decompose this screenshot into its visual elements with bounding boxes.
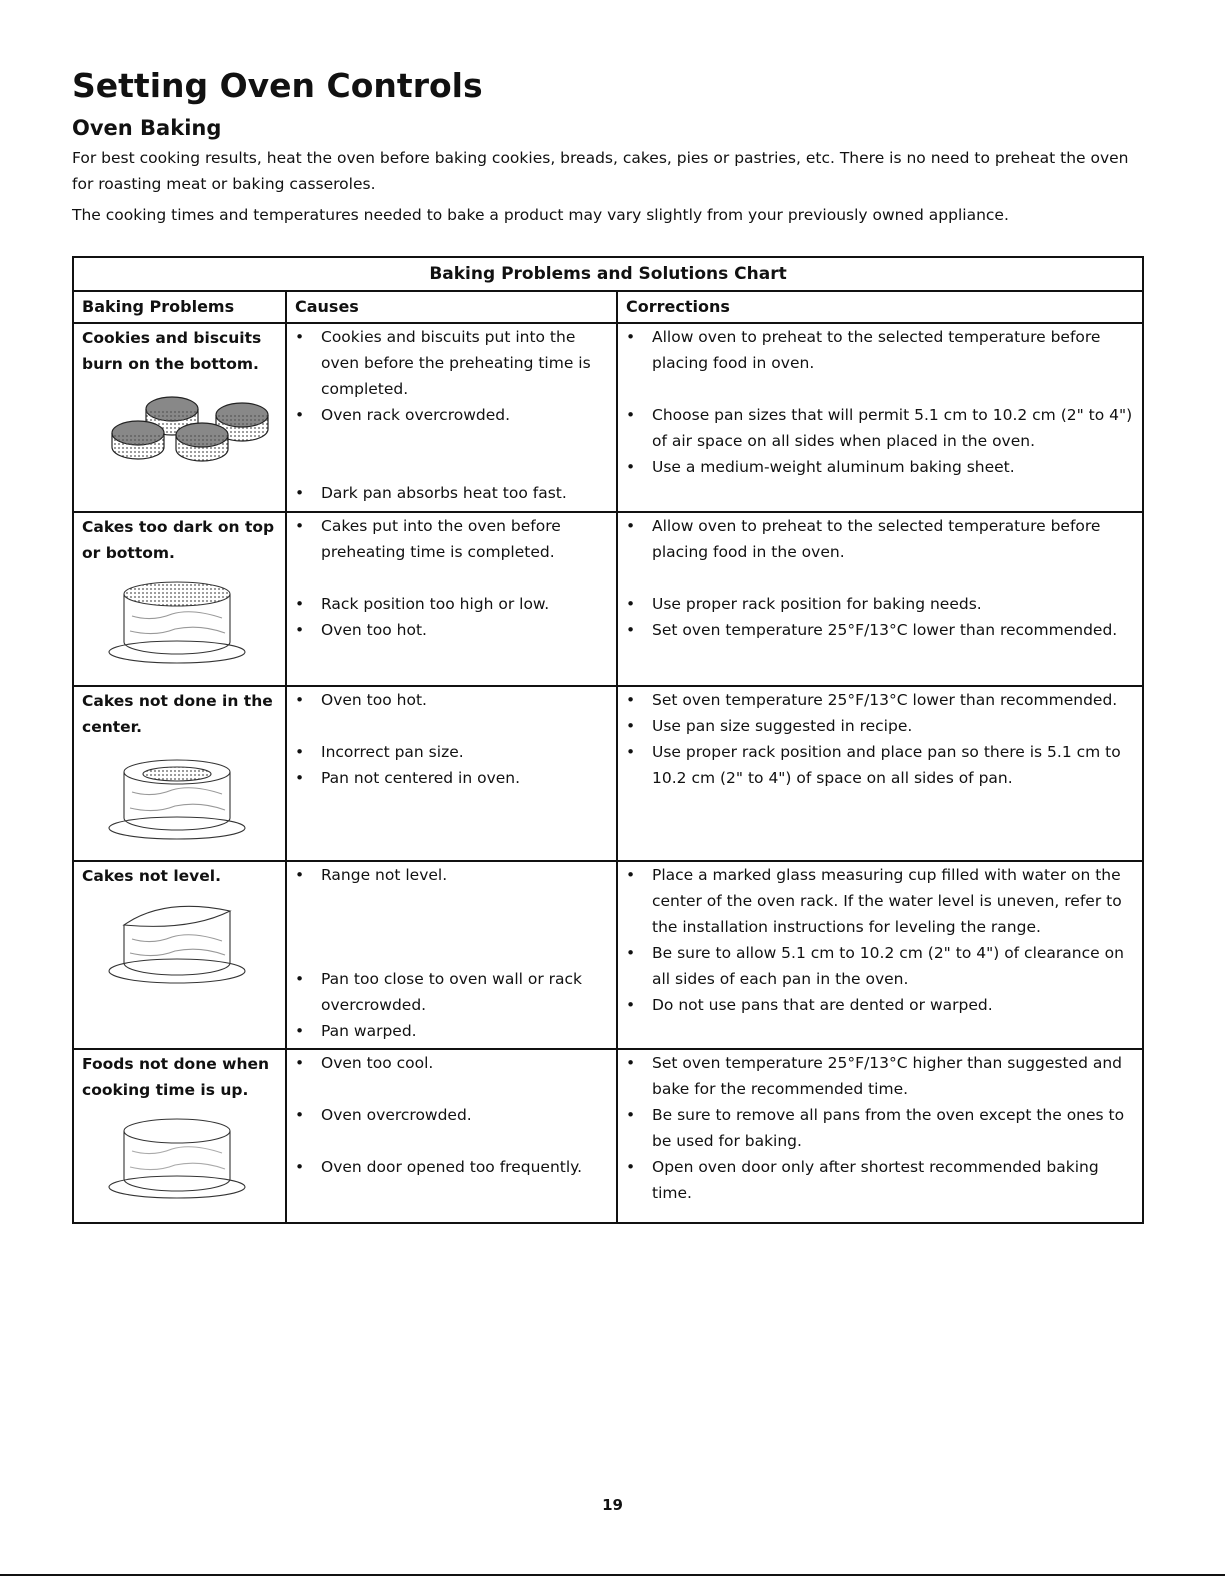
causes-cell [286, 861, 617, 1049]
correction-item: • Use proper rack position for baking needs. [626, 591, 1134, 617]
corrections-cell [617, 686, 1143, 861]
cause-item: • Cakes put into the oven before preheating time is completed. [295, 513, 608, 565]
causes-cell [286, 512, 617, 686]
correction-item: • Open oven door only after shortest recommended baking time. [626, 1154, 1134, 1206]
corrections-cell [617, 323, 1143, 512]
correction-item: • Be sure to remove all pans from the oven except the ones to be used for baking. [626, 1102, 1134, 1154]
cause-item: • Oven too hot. [295, 617, 608, 643]
cake-pale-icon [102, 1113, 277, 1205]
cause-item: • Incorrect pan size. [295, 739, 608, 765]
cake-dark-top-icon [102, 576, 277, 670]
bottom-divider [0, 1574, 1225, 1576]
cause-item: • Oven too cool. [295, 1050, 608, 1076]
chart-title: Baking Problems and Solutions Chart [73, 257, 1143, 291]
cause-item: • Rack position too high or low. [295, 591, 608, 617]
cake-uneven-icon [102, 899, 277, 993]
cause-item: • Pan not centered in oven. [295, 765, 608, 791]
cookies-icon [102, 387, 277, 481]
problem-cell [73, 1049, 286, 1223]
problem-label: Cookies and biscuits burn on the bottom. [82, 329, 262, 373]
correction-item: • Place a marked glass measuring cup filled with water on the center of the oven rack. If the water level is uneven, refer to the installation instructions for leveling the range. [626, 862, 1134, 940]
correction-item: • Set oven temperature 25°F/13°C higher than suggested and bake for the recommended time. [626, 1050, 1134, 1102]
cause-item: • Oven too hot. [295, 687, 608, 713]
cause-item: • Cookies and biscuits put into the oven before the preheating time is completed. [295, 324, 608, 402]
corrections-cell [617, 861, 1143, 1049]
section-title: Oven Baking [72, 116, 222, 140]
correction-item: • Allow oven to preheat to the selected temperature before placing food in oven. [626, 324, 1134, 376]
correction-item: • Choose pan sizes that will permit 5.1 cm to 10.2 cm (2" to 4") of air space on all sides when placed in the oven. [626, 402, 1134, 454]
baking-problems-chart [72, 256, 1144, 1224]
cause-item: • Dark pan absorbs heat too fast. [295, 480, 608, 506]
problem-cell [73, 512, 286, 686]
page-title: Setting Oven Controls [72, 66, 483, 105]
problem-label: Cakes not level. [82, 867, 221, 885]
cause-item: • Oven door opened too frequently. [295, 1154, 608, 1180]
column-header-problems: Baking Problems [73, 291, 286, 323]
column-header-corrections: Corrections [617, 291, 1143, 323]
correction-item: • Use pan size suggested in recipe. [626, 713, 1134, 739]
problem-cell [73, 686, 286, 861]
cause-item: • Pan too close to oven wall or rack overcrowded. [295, 966, 608, 1018]
correction-item: • Set oven temperature 25°F/13°C lower than recommended. [626, 617, 1134, 643]
correction-item: • Do not use pans that are dented or warped. [626, 992, 1134, 1018]
cause-item: • Oven rack overcrowded. [295, 402, 608, 428]
cake-sunken-center-icon [102, 750, 277, 846]
correction-item: • Allow oven to preheat to the selected temperature before placing food in the oven. [626, 513, 1134, 565]
intro-paragraph: For best cooking results, heat the oven before baking cookies, breads, cakes, pies or pastries, etc. There is no need to preheat the oven for roasting meat or baking casseroles. [72, 149, 1129, 193]
causes-cell [286, 686, 617, 861]
corrections-cell [617, 1049, 1143, 1223]
cause-item: • Oven overcrowded. [295, 1102, 608, 1128]
problem-label: Cakes too dark on top or bottom. [82, 518, 275, 562]
intro-paragraph: The cooking times and temperatures needed to bake a product may vary slightly from your previously owned appliance. [72, 206, 1009, 224]
problem-cell [73, 861, 286, 1049]
causes-cell [286, 323, 617, 512]
table-row [73, 686, 1143, 861]
correction-item: • Set oven temperature 25°F/13°C lower than recommended. [626, 687, 1134, 713]
page-number: 19 [602, 1496, 623, 1514]
correction-item: • Use proper rack position and place pan so there is 5.1 cm to 10.2 cm (2" to 4") of space on all sides of pan. [626, 739, 1134, 791]
cause-item: • Pan warped. [295, 1018, 608, 1044]
causes-cell [286, 1049, 617, 1223]
table-row [73, 323, 1143, 512]
correction-item: • Be sure to allow 5.1 cm to 10.2 cm (2" to 4") of clearance on all sides of each pan in the oven. [626, 940, 1134, 992]
column-header-causes: Causes [286, 291, 617, 323]
table-row [73, 1049, 1143, 1223]
table-row [73, 861, 1143, 1049]
corrections-cell [617, 512, 1143, 686]
table-row [73, 512, 1143, 686]
cause-item: • Range not level. [295, 862, 608, 888]
problem-label: Foods not done when cooking time is up. [82, 1055, 270, 1099]
correction-item: • Use a medium-weight aluminum baking sheet. [626, 454, 1134, 480]
problem-cell [73, 323, 286, 512]
problem-label: Cakes not done in the center. [82, 692, 273, 736]
